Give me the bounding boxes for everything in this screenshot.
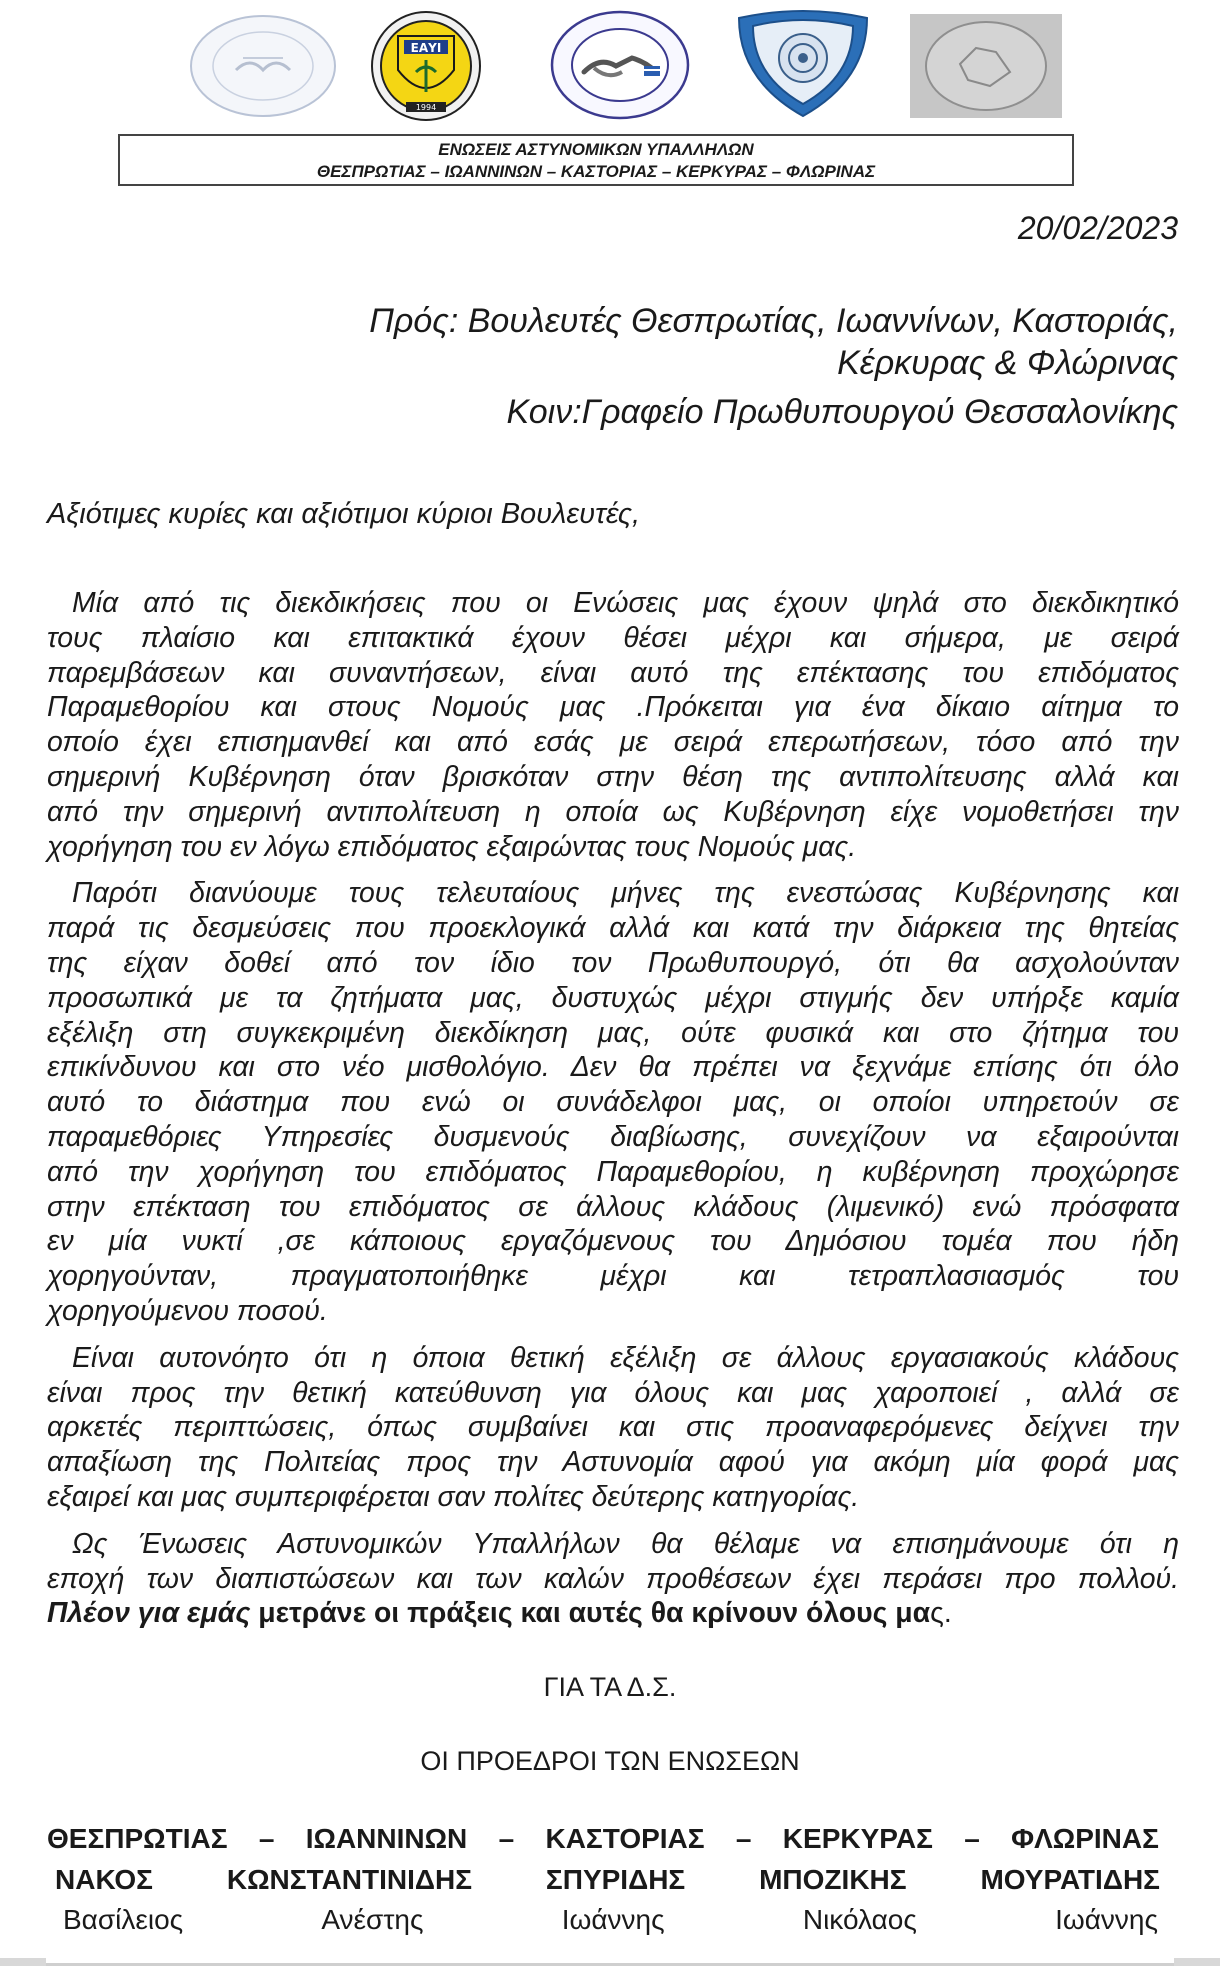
body-line: από την σημερινή αντιπολίτευση η οποία ως Κυβέρνηση είχε νομοθετήσει την: [47, 795, 1179, 828]
surname: ΣΠΥΡΙΔΗΣ: [545, 1864, 686, 1895]
body-line: Παραμεθορίου και στους Νομούς μας .Πρόκειται για ένα δίκαιο αίτημα το: [47, 691, 1179, 724]
signature-first-names: [63, 1904, 1158, 1936]
recipients-line-1: Πρός: Βουλευτές Θεσπρωτίας, Ιωαννίνων, Καστοριάς,: [369, 302, 1178, 340]
signature-regions: [47, 1823, 1159, 1855]
signature-surnames: [55, 1864, 1160, 1896]
first-name: Ιωάννης: [561, 1904, 665, 1935]
body-line: χορηγούμενου ποσού.: [47, 1294, 328, 1327]
body-line: εν μία νυκτί ,σε κάποιους εργαζόμενους του Δημόσιου τομέα που ήδη: [47, 1225, 1179, 1258]
handshake-seal-icon: [550, 10, 690, 120]
closing-presidents: ΟΙ ΠΡΟΕΔΡΟΙ ΤΩΝ ΕΝΩΣΕΩΝ: [420, 1746, 800, 1776]
region-separator: –: [258, 1823, 275, 1854]
body-line: προσωπικά με τα ζητήματα μας, δυστυχώς μέχρι στιγμής δεν υπήρξε καμία: [47, 981, 1179, 1014]
logos-row: [0, 10, 1220, 122]
surname: ΜΟΥΡΑΤΙΔΗΣ: [980, 1864, 1160, 1895]
emphasis-bold: μετράνε οι πράξεις και αυτές θα κρίνουν όλους μα: [250, 1597, 931, 1630]
body-line: Ως Ένωσεις Αστυνομικών Υπαλλήλων θα θέλαμε να επισημάνουμε ότι η: [72, 1527, 1179, 1560]
body-line: απαξίωση της Πολιτείας προς την Αστυνομία αφού για ακόμη μία φορά μας: [47, 1446, 1179, 1479]
ioannina-emblem-text: ΕΑΥΙ: [410, 41, 442, 55]
region-label: ΦΛΩΡΙΝΑΣ: [1011, 1823, 1159, 1854]
region-label: ΙΩΑΝΝΙΝΩΝ: [305, 1823, 468, 1854]
body-line: από την χορήγηση του επιδόματος Παραμεθορίου, η κυβέρνηση προχώρησε: [47, 1155, 1179, 1188]
paragraph-3: [47, 1341, 1179, 1515]
ioannina-emblem-year: 1994: [415, 103, 437, 112]
body-line: Μία από τις διεκδικήσεις που οι Ενώσεις μας έχουν ψηλά στο διεκδικητικό: [72, 587, 1179, 619]
body-line: τους πλαίσιο και επιτακτικά έχουν θέσει μέχρι και σήμερα, με σειρά: [47, 621, 1179, 654]
region-separator: –: [735, 1823, 752, 1854]
region-label: ΚΕΡΚΥΡΑΣ: [782, 1823, 933, 1854]
body-line: Παρότι διανύουμε τους τελευταίους μήνες της ενεστώσας Κυβέρνησης και: [72, 877, 1179, 910]
body-line: στην επέκταση του επιδόματος σε άλλους κλάδους (λιμενικό) ενώ πρόσφατα: [47, 1190, 1179, 1223]
first-name: Ανέστης: [321, 1904, 424, 1935]
region-separator: –: [964, 1823, 980, 1854]
body-line: είναι προς την θετική κατεύθυνση για όλους και μας χαροποιεί , αλλά σε: [47, 1376, 1179, 1409]
emphasis-bold-italic: Πλέον για εμάς: [47, 1597, 251, 1630]
body-line: Είναι αυτονόητο ότι η όποια θετική εξέλιξη σε άλλους εργασιακούς κλάδους: [72, 1341, 1179, 1374]
body-line-emphasis: [47, 1596, 1179, 1631]
salutation: Αξιότιμες κυρίες και αξιότιμοι κύριοι Βουλευτές,: [47, 498, 641, 530]
body-line: χορήγηση του εν λόγω επιδόματος εξαιρώντας τους Νομούς μας.: [47, 830, 857, 863]
body-line: αυτό το διάστημα που ενώ οι συνάδελφοι μας, οι οποίοι υπηρετούν σε: [47, 1086, 1179, 1119]
seal-icon-thesprotia: [188, 14, 338, 118]
body-line: της είχαν δοθεί από τον ίδιο τον Πρωθυπουργό, ότι θα ασχολούνταν: [47, 946, 1179, 979]
first-name: Νικόλαος: [802, 1904, 917, 1935]
recipients-cc: Κοιν:Γραφείο Πρωθυπουργού Θεσσαλονίκης: [506, 393, 1178, 431]
first-name: Ιωάννης: [1055, 1904, 1158, 1935]
recipients-line-2: Κέρκυρας & Φλώρινας: [837, 344, 1178, 382]
region-label: ΚΑΣΤΟΡΙΑΣ: [545, 1823, 705, 1854]
header-box: [118, 134, 1074, 186]
body-line: εξέλιξη στη συγκεκριμένη διεκδίκηση μας, ούτε φυσικά και στο ζήτημα του: [47, 1016, 1179, 1049]
paragraph-4: [47, 1527, 1179, 1631]
seal-icon-florina: [910, 14, 1062, 118]
body-line: παραμεθόριες Υπηρεσίες δυσμενούς διαβίωσης, συνεχίζουν να εξαιρούνται: [47, 1120, 1179, 1153]
body-line: εξαιρεί και μας συμπεριφέρεται σαν πολίτες δεύτερης κατηγορίας.: [47, 1480, 860, 1513]
page-corner-left: [0, 1958, 46, 1966]
recipients-block: [178, 300, 1178, 433]
emphasis-end: ς.: [930, 1597, 952, 1630]
body-line: εποχή των διαπιστώσεων και των καλών προθέσεων έχει περάσει προ πολλού.: [47, 1562, 1179, 1595]
body-line: παρά τις δεσμεύσεις που προεκλογικά αλλά και κατά την διάρκεια της θητείας: [47, 912, 1179, 945]
header-line-2: ΘΕΣΠΡΩΤΙΑΣ – ΙΩΑΝΝΙΝΩΝ – ΚΑΣΤΟΡΙΑΣ – ΚΕΡΚΥΡΑΣ – ΦΛΩΡΙΝΑΣ: [316, 162, 876, 181]
region-label: ΘΕΣΠΡΩΤΙΑΣ: [47, 1823, 228, 1854]
shield-icon-kerkyra: [733, 10, 873, 120]
body-line: χορηγούνταν, πραγματοποιήθηκε μέχρι και τετραπλασιασμός του: [47, 1260, 1179, 1293]
surname: ΚΩΝΣΤΑΝΤΙΝΙΔΗΣ: [226, 1864, 473, 1895]
emblem-icon-ioannina: [370, 10, 482, 122]
body-line: αρκετές περιπτώσεις, όπως συμβαίνει και στις προαναφερόμενες δείχνει την: [47, 1411, 1179, 1444]
surname: ΜΠΟΖΙΚΗΣ: [759, 1864, 907, 1895]
body-line: οποίο έχει επισημανθεί και από εσάς με σειρά επερωτήσεων, τόσο από την: [47, 726, 1179, 759]
closing-for-board: ΓΙΑ ΤΑ Δ.Σ.: [543, 1672, 677, 1702]
first-name: Βασίλειος: [63, 1904, 184, 1935]
page-corner-right: [1174, 1958, 1220, 1966]
body-line: παρεμβάσεων και συναντήσεων, είναι αυτό της επέκτασης του επιδόματος: [47, 656, 1179, 689]
region-separator: –: [498, 1823, 515, 1854]
body-line: επικίνδυνου και στο νέο μισθολόγιο. Δεν θα πρέπει να ξεχνάμε επίσης ότι όλο: [47, 1051, 1179, 1084]
header-line-1: ΕΝΩΣΕΙΣ ΑΣΤΥΝΟΜΙΚΩΝ ΥΠΑΛΛΗΛΩΝ: [438, 140, 754, 159]
paragraph-2: [47, 876, 1179, 1328]
paragraph-1: [47, 586, 1179, 864]
letter-date: 20/02/2023: [1017, 210, 1178, 246]
body-line: σημερινή Κυβέρνηση όταν βρισκόταν στην θέση της αντιπολίτευσης αλλά και: [47, 760, 1179, 793]
letter-body: [47, 586, 1179, 1643]
surname: ΝΑΚΟΣ: [55, 1864, 153, 1895]
